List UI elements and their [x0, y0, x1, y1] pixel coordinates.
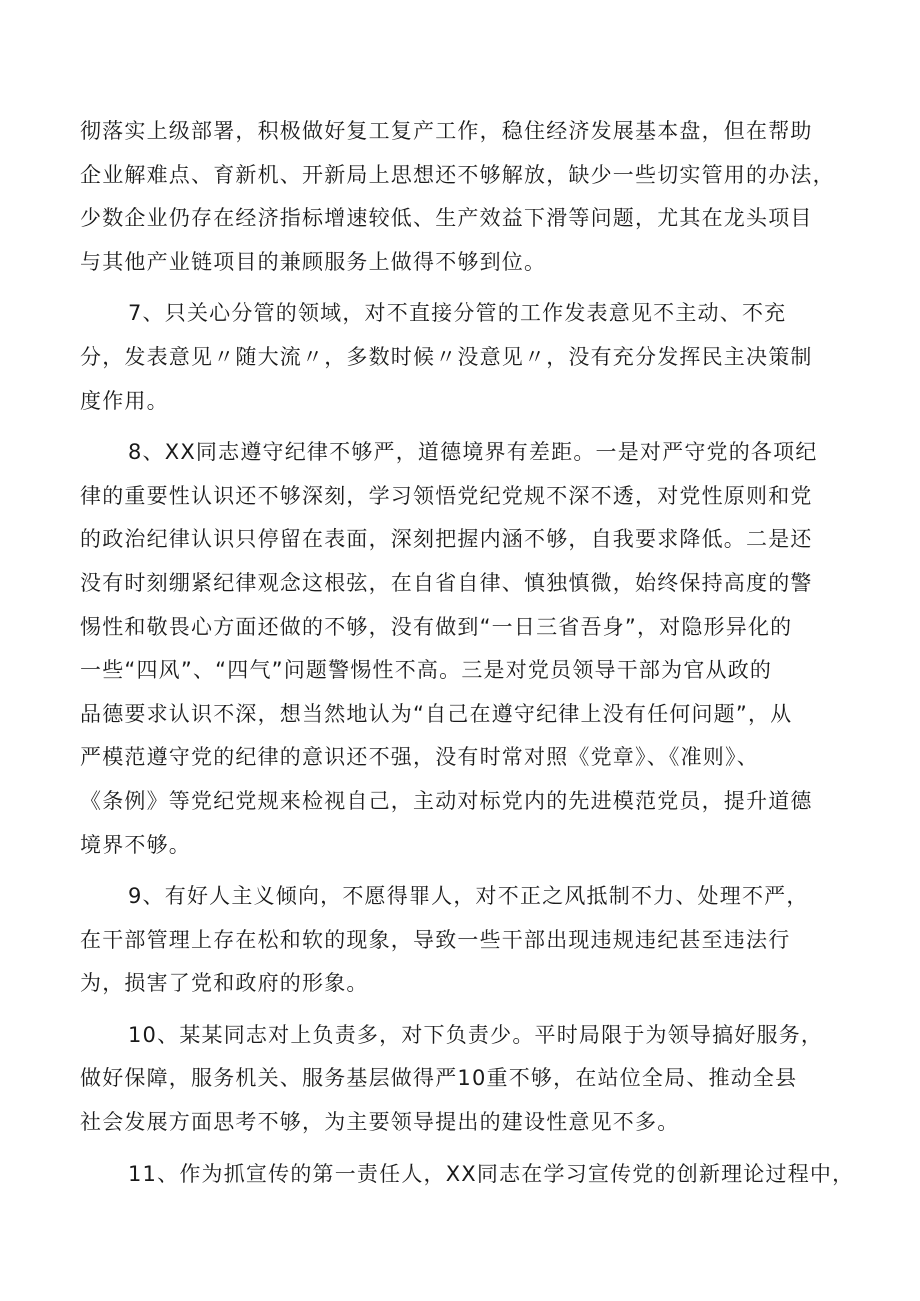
text-line: 9、有好人主义倾向，不愿得罪人，对不正之风抵制不力、处理不严，	[128, 884, 809, 909]
paragraph-10	[80, 1014, 850, 1145]
paragraph-9	[80, 875, 850, 1006]
text-line: 做好保障，服务机关、服务基层做得严10重不够，在站位全局、推动全县	[80, 1066, 798, 1091]
text-line: 与其他产业链项目的兼顾服务上做得不够到位。	[80, 249, 547, 274]
text-line: 的政治纪律认识只停留在表面，深刻把握内涵不够，自我要求降低。二是还	[80, 527, 813, 552]
text-line: 8、XX同志遵守纪律不够严，道德境界有差距。一是对严守党的各项纪	[128, 440, 818, 465]
text-line: 惕性和敬畏心方面还做的不够，没有做到“一日三省吾身”，对隐形异化的	[80, 614, 793, 639]
paragraph-7	[80, 292, 850, 423]
text-line: 一些“四风”、“四气”问题警惕性不高。三是对党员领导干部为官从政的	[80, 658, 773, 683]
paragraph-6-continuation	[80, 110, 850, 284]
text-line: 11、作为抓宣传的第一责任人，XX同志在学习宣传党的创新理论过程中，	[128, 1161, 855, 1186]
text-line: 在干部管理上存在松和软的现象，导致一些干部出现违规违纪甚至违法行	[80, 927, 791, 952]
text-line: 律的重要性认识还不够深刻，学习领悟党纪党规不深不透，对党性原则和党	[80, 483, 813, 508]
paragraph-11	[80, 1153, 855, 1197]
text-line: 彻落实上级部署，积极做好复工复产工作，稳住经济发展基本盘，但在帮助	[80, 119, 813, 143]
text-line: 品德要求认识不深，想当然地认为“自己在遵守纪律上没有任何问题”，从	[80, 701, 793, 726]
text-line: 没有时刻绷紧纪律观念这根弦，在自省自律、慎独慎微，始终保持高度的警	[80, 570, 813, 595]
text-line: 为，损害了党和政府的形象。	[80, 971, 369, 996]
text-line: 社会发展方面思考不够，为主要领导提出的建设性意见不多。	[80, 1110, 680, 1135]
text-line: 《条例》等党纪党规来检视自己，主动对标党内的先进模范党员，提升道德	[80, 788, 813, 813]
text-line: 境界不够。	[80, 832, 191, 857]
text-line: 严模范遵守党的纪律的意识还不强，没有时常对照《党章》、《准则》、	[80, 745, 759, 770]
paragraph-8	[80, 431, 850, 867]
text-line: 企业解难点、育新机、开新局上思想还不够解放，缺少一些切实管用的办法，	[80, 162, 835, 187]
document-body	[80, 110, 855, 1196]
text-line: 10、某某同志对上负责多，对下负责少。平时局限于为领导搞好服务，	[128, 1022, 824, 1047]
text-line: 分，发表意见〃随大流〃，多数时候〃没意见〃，没有充分发挥民主决策制	[80, 344, 813, 369]
text-line: 少数企业仍存在经济指标增速较低、生产效益下滑等问题，尤其在龙头项目	[80, 206, 813, 231]
text-line: 7、只关心分管的领域，对不直接分管的工作发表意见不主动、不充	[128, 301, 787, 326]
text-line: 度作用。	[80, 388, 169, 413]
